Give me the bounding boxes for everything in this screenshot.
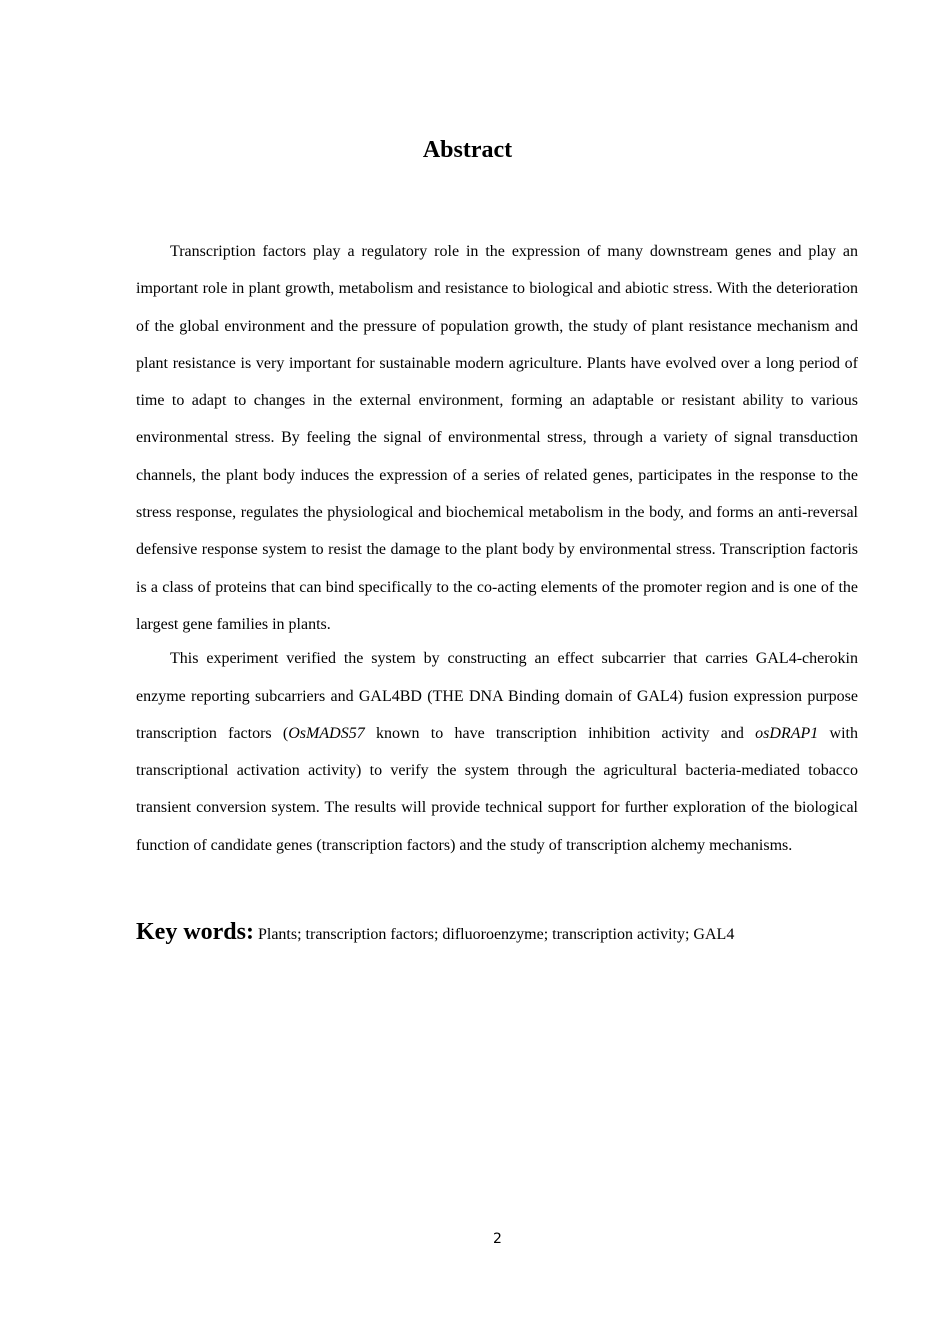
page-number: 2: [493, 1231, 502, 1247]
keywords-line: [136, 913, 858, 954]
gene-name-osdrap1: osDRAP1: [755, 724, 819, 742]
keywords-text: Plants; transcription factors; difluoroenzyme; transcription activity; GAL4: [257, 926, 735, 943]
abstract-body: [136, 233, 858, 864]
gene-name-osmads57: OsMADS57: [288, 724, 365, 742]
page-title: Abstract: [422, 137, 513, 163]
abstract-paragraph-2: [136, 640, 858, 864]
paragraph-2-text-part-3: with transcriptional activation activity) to verify the system through the agricultural bacteria-mediated tobacco transient conversion system. The results will provide technical support for further exploration of the biological function of candidate genes (transcription factors) and the study of transcription alchemy mechanisms.: [136, 724, 858, 854]
abstract-paragraph-1: Transcription factors play a regulatory role in the expression of many downstream genes and play an important role in plant growth, metabolism and resistance to biological and abiotic stress. With the deterioration of the global environment and the pressure of population growth, the study of plant resistance mechanism and plant resistance is very important for sustainable modern agriculture. Plants have evolved over a long period of time to adapt to changes in the external environment, forming an adaptable or resistant ability to various environmental stress. By feeling the signal of environmental stress, through a variety of signal transduction channels, the plant body induces the expression of a series of related genes, participates in the response to the stress response, regulates the physiological and biochemical metabolism in the body, and forms an anti-reversal defensive response system to resist the damage to the plant body by environmental stress. Transcription factoris is a class of proteins that can bind specifically to the co-acting elements of the promoter region and is one of the largest gene families in plants.: [136, 243, 858, 633]
paragraph-2-text-part-2: known to have transcription inhibition activity and: [364, 724, 756, 742]
paragraph-2-text-part-1: This experiment verified the system by constructing an effect subcarrier that carries GAL4-cherokin enzyme reporting subcarriers and GAL4BD (THE DNA Binding domain of GAL4) fusion expression purpose transcription factors (: [136, 650, 858, 742]
keywords-label: Key words:: [136, 919, 254, 945]
